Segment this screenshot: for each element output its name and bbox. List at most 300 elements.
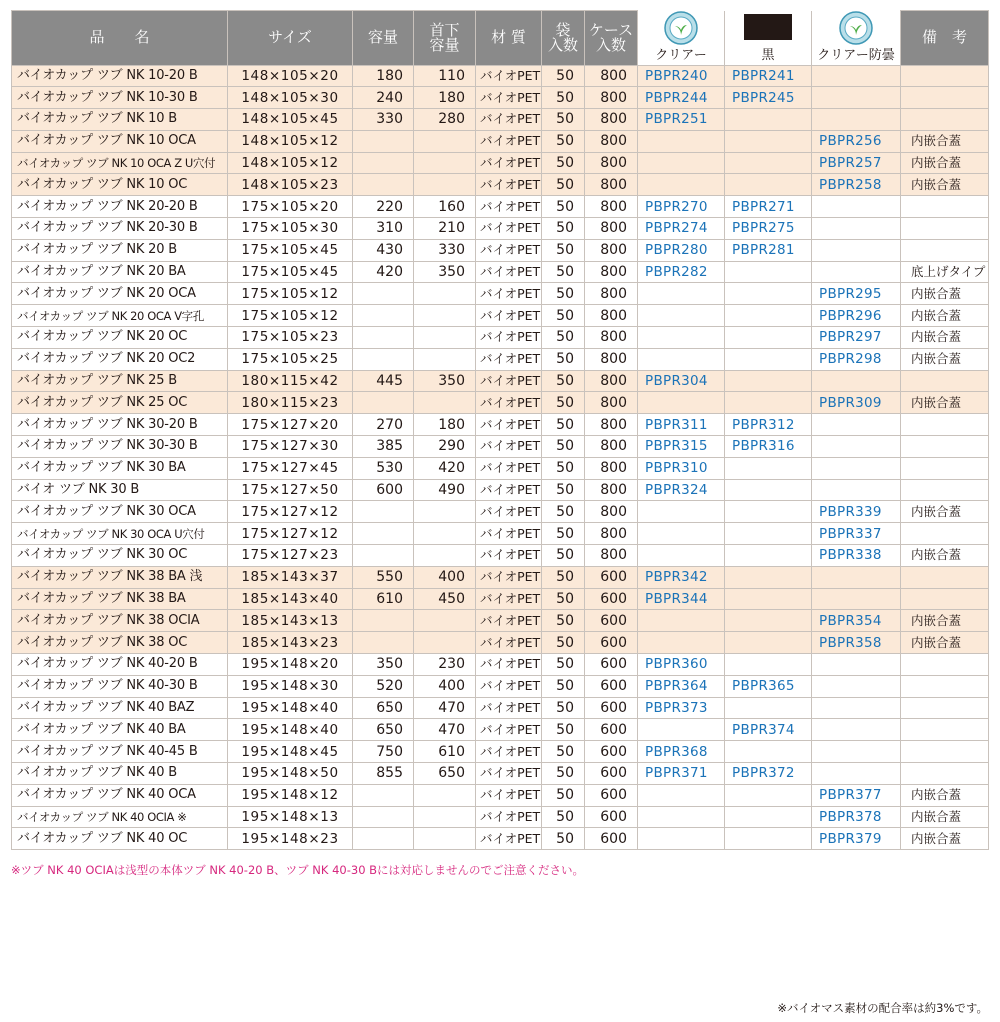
cell-code-black: [725, 741, 812, 763]
cell-remarks: 内嵌合蓋: [901, 392, 989, 414]
cell-case-count: 800: [585, 392, 638, 414]
table-row: [12, 523, 989, 545]
cell-remarks: [901, 654, 989, 676]
cell-capacity: 530: [353, 457, 414, 479]
header-name: 品 名: [12, 11, 228, 66]
table-row: [12, 588, 989, 610]
cell-remarks: [901, 196, 989, 218]
table-row: [12, 130, 989, 152]
cell-capacity: 520: [353, 675, 414, 697]
table-row: [12, 784, 989, 806]
cell-code-clear: PBPR270: [638, 196, 725, 218]
cell-code-clear: [638, 152, 725, 174]
cell-material: バイオPET: [476, 327, 542, 349]
cell-material: バイオPET: [476, 523, 542, 545]
cell-code-antifog: [812, 457, 901, 479]
cell-case-count: 600: [585, 828, 638, 850]
cell-capacity: [353, 610, 414, 632]
cell-name: バイオカップ ツブ NK 40 OCIA ※: [12, 806, 228, 828]
cell-case-count: 800: [585, 261, 638, 283]
cell-bag-count: 50: [542, 87, 585, 109]
cell-capacity: 610: [353, 588, 414, 610]
cell-case-count: 800: [585, 152, 638, 174]
cell-case-count: 800: [585, 174, 638, 196]
cell-code-antifog: [812, 763, 901, 785]
table-row: [12, 675, 989, 697]
cell-case-count: 800: [585, 109, 638, 131]
cell-neck-capacity: 490: [414, 479, 476, 501]
cell-name: バイオカップ ツブ NK 10 B: [12, 109, 228, 131]
cell-bag-count: 50: [542, 763, 585, 785]
cell-code-clear: PBPR311: [638, 414, 725, 436]
cell-remarks: [901, 523, 989, 545]
cell-size: 175×105×12: [228, 305, 353, 327]
table-row: [12, 392, 989, 414]
cell-capacity: 600: [353, 479, 414, 501]
cell-material: バイオPET: [476, 305, 542, 327]
cell-name: バイオカップ ツブ NK 20 B: [12, 239, 228, 261]
cell-capacity: 310: [353, 218, 414, 240]
cell-remarks: 底上げタイプ: [901, 261, 989, 283]
cell-code-antifog: [812, 109, 901, 131]
cell-remarks: 内嵌合蓋: [901, 174, 989, 196]
cell-code-black: [725, 261, 812, 283]
cell-size: 175×127×12: [228, 523, 353, 545]
cell-case-count: 600: [585, 566, 638, 588]
cell-code-black: [725, 327, 812, 349]
cell-material: バイオPET: [476, 109, 542, 131]
cell-capacity: [353, 784, 414, 806]
cell-code-antifog: [812, 566, 901, 588]
cell-bag-count: 50: [542, 675, 585, 697]
table-row: [12, 239, 989, 261]
cell-remarks: 内嵌合蓋: [901, 784, 989, 806]
cell-material: バイオPET: [476, 130, 542, 152]
cell-size: 185×143×37: [228, 566, 353, 588]
header-black-label: 黒: [761, 47, 775, 63]
cell-name: バイオカップ ツブ NK 40-20 B: [12, 654, 228, 676]
cell-name: バイオカップ ツブ NK 40 BAZ: [12, 697, 228, 719]
cell-code-black: PBPR281: [725, 239, 812, 261]
cell-capacity: [353, 392, 414, 414]
cell-material: バイオPET: [476, 566, 542, 588]
cell-code-clear: [638, 523, 725, 545]
cell-material: バイオPET: [476, 806, 542, 828]
cell-code-antifog: PBPR296: [812, 305, 901, 327]
cell-code-clear: [638, 327, 725, 349]
cell-bag-count: 50: [542, 174, 585, 196]
cell-code-black: [725, 457, 812, 479]
cell-size: 195×148×20: [228, 654, 353, 676]
header-case-line1: ケース: [588, 20, 634, 39]
cell-material: バイオPET: [476, 152, 542, 174]
cell-material: バイオPET: [476, 261, 542, 283]
cell-bag-count: 50: [542, 436, 585, 458]
cell-size: 185×143×40: [228, 588, 353, 610]
cell-size: 148×105×12: [228, 152, 353, 174]
cell-material: バイオPET: [476, 479, 542, 501]
cell-code-black: PBPR241: [725, 65, 812, 87]
cell-capacity: 385: [353, 436, 414, 458]
cell-size: 175×105×45: [228, 239, 353, 261]
cell-code-antifog: PBPR358: [812, 632, 901, 654]
cell-name: バイオカップ ツブ NK 40-30 B: [12, 675, 228, 697]
cell-capacity: 445: [353, 370, 414, 392]
cell-size: 195×148×30: [228, 675, 353, 697]
cell-remarks: [901, 109, 989, 131]
cell-bag-count: 50: [542, 327, 585, 349]
cell-bag-count: 50: [542, 348, 585, 370]
cell-remarks: [901, 414, 989, 436]
cell-code-clear: PBPR315: [638, 436, 725, 458]
cell-size: 175×127×45: [228, 457, 353, 479]
cell-code-antifog: [812, 588, 901, 610]
cell-material: バイオPET: [476, 675, 542, 697]
cell-name: バイオカップ ツブ NK 25 OC: [12, 392, 228, 414]
cell-case-count: 800: [585, 283, 638, 305]
cell-bag-count: 50: [542, 239, 585, 261]
cell-neck-capacity: [414, 523, 476, 545]
cell-bag-count: 50: [542, 261, 585, 283]
cell-capacity: [353, 632, 414, 654]
cell-code-black: [725, 283, 812, 305]
cell-case-count: 800: [585, 305, 638, 327]
cell-code-clear: [638, 130, 725, 152]
cell-bag-count: 50: [542, 283, 585, 305]
cell-size: 195×148×45: [228, 741, 353, 763]
cell-code-antifog: [812, 218, 901, 240]
cell-remarks: 内嵌合蓋: [901, 305, 989, 327]
cell-code-clear: PBPR274: [638, 218, 725, 240]
cell-code-antifog: PBPR257: [812, 152, 901, 174]
cell-code-clear: PBPR368: [638, 741, 725, 763]
cell-name: バイオカップ ツブ NK 10-20 B: [12, 65, 228, 87]
cell-bag-count: 50: [542, 218, 585, 240]
cell-code-clear: PBPR364: [638, 675, 725, 697]
cell-remarks: 内嵌合蓋: [901, 828, 989, 850]
header-capacity: 容量: [353, 11, 414, 66]
cell-code-antifog: [812, 87, 901, 109]
cell-size: 175×127×30: [228, 436, 353, 458]
cell-capacity: [353, 152, 414, 174]
cell-code-clear: [638, 501, 725, 523]
cell-capacity: 650: [353, 697, 414, 719]
cell-bag-count: 50: [542, 501, 585, 523]
cell-material: バイオPET: [476, 654, 542, 676]
cell-code-black: [725, 654, 812, 676]
cell-code-black: [725, 806, 812, 828]
cell-code-black: [725, 109, 812, 131]
cell-size: 148×105×30: [228, 87, 353, 109]
cell-code-antifog: [812, 414, 901, 436]
cell-code-clear: PBPR342: [638, 566, 725, 588]
cell-neck-capacity: [414, 392, 476, 414]
cell-bag-count: 50: [542, 610, 585, 632]
cell-material: バイオPET: [476, 763, 542, 785]
cell-capacity: 750: [353, 741, 414, 763]
cell-code-antifog: PBPR377: [812, 784, 901, 806]
cell-remarks: 内嵌合蓋: [901, 152, 989, 174]
header-size: サイズ: [228, 11, 353, 66]
cell-code-antifog: [812, 436, 901, 458]
cell-size: 175×105×23: [228, 327, 353, 349]
cell-size: 185×143×13: [228, 610, 353, 632]
cell-capacity: 430: [353, 239, 414, 261]
cell-bag-count: 50: [542, 719, 585, 741]
cell-case-count: 600: [585, 784, 638, 806]
cell-code-black: PBPR271: [725, 196, 812, 218]
cell-code-antifog: PBPR297: [812, 327, 901, 349]
cell-size: 175×105×25: [228, 348, 353, 370]
cell-material: バイオPET: [476, 719, 542, 741]
cell-code-clear: [638, 719, 725, 741]
cell-name: バイオカップ ツブ NK 20 OCA V字孔: [12, 305, 228, 327]
cell-remarks: [901, 457, 989, 479]
cell-code-black: PBPR365: [725, 675, 812, 697]
table-row: [12, 196, 989, 218]
cell-size: 175×127×12: [228, 501, 353, 523]
cell-code-clear: PBPR373: [638, 697, 725, 719]
cell-size: 195×148×13: [228, 806, 353, 828]
cell-capacity: 330: [353, 109, 414, 131]
cell-name: バイオカップ ツブ NK 20 OC2: [12, 348, 228, 370]
cell-code-antifog: PBPR337: [812, 523, 901, 545]
header-material: 材 質: [476, 11, 542, 66]
cell-name: バイオカップ ツブ NK 20 BA: [12, 261, 228, 283]
cell-bag-count: 50: [542, 392, 585, 414]
header-clear-label: クリアー: [655, 47, 707, 63]
cell-capacity: [353, 545, 414, 567]
header-neck-capacity: [414, 11, 476, 66]
cell-name: バイオカップ ツブ NK 38 OCIA: [12, 610, 228, 632]
cell-remarks: 内嵌合蓋: [901, 545, 989, 567]
table-header-row: [12, 11, 989, 66]
cell-case-count: 800: [585, 436, 638, 458]
cell-code-clear: [638, 305, 725, 327]
cell-remarks: 内嵌合蓋: [901, 283, 989, 305]
cell-code-black: [725, 392, 812, 414]
black-color-swatch: [744, 14, 792, 40]
cell-neck-capacity: 330: [414, 239, 476, 261]
cell-capacity: [353, 305, 414, 327]
cell-case-count: 600: [585, 610, 638, 632]
cell-material: バイオPET: [476, 610, 542, 632]
cell-code-antifog: PBPR298: [812, 348, 901, 370]
cell-name: バイオカップ ツブ NK 20 OC: [12, 327, 228, 349]
cell-code-antifog: [812, 196, 901, 218]
cell-bag-count: 50: [542, 523, 585, 545]
table-row: [12, 87, 989, 109]
cell-bag-count: 50: [542, 305, 585, 327]
cell-neck-capacity: 180: [414, 87, 476, 109]
cell-size: 175×127×20: [228, 414, 353, 436]
cell-capacity: [353, 283, 414, 305]
cell-material: バイオPET: [476, 370, 542, 392]
cell-neck-capacity: 400: [414, 566, 476, 588]
cell-bag-count: 50: [542, 545, 585, 567]
cell-remarks: [901, 218, 989, 240]
cell-bag-count: 50: [542, 806, 585, 828]
cell-name: バイオ ツブ NK 30 B: [12, 479, 228, 501]
cell-code-clear: PBPR371: [638, 763, 725, 785]
header-bag-line1: 袋: [555, 20, 571, 39]
cell-bag-count: 50: [542, 654, 585, 676]
table-row: [12, 109, 989, 131]
table-row: [12, 828, 989, 850]
cell-case-count: 800: [585, 218, 638, 240]
cell-bag-count: 50: [542, 109, 585, 131]
cell-capacity: [353, 348, 414, 370]
cell-bag-count: 50: [542, 632, 585, 654]
cell-name: バイオカップ ツブ NK 30-30 B: [12, 436, 228, 458]
cell-code-black: [725, 566, 812, 588]
cell-code-black: PBPR372: [725, 763, 812, 785]
cell-remarks: 内嵌合蓋: [901, 501, 989, 523]
cell-code-black: [725, 697, 812, 719]
cell-case-count: 800: [585, 545, 638, 567]
cell-size: 175×127×50: [228, 479, 353, 501]
table-row: [12, 763, 989, 785]
cell-capacity: [353, 501, 414, 523]
cell-remarks: [901, 763, 989, 785]
cell-capacity: 550: [353, 566, 414, 588]
cell-case-count: 800: [585, 196, 638, 218]
table-row: [12, 806, 989, 828]
cell-neck-capacity: 280: [414, 109, 476, 131]
cell-case-count: 600: [585, 654, 638, 676]
cell-remarks: [901, 239, 989, 261]
cell-case-count: 800: [585, 523, 638, 545]
cell-remarks: 内嵌合蓋: [901, 632, 989, 654]
cell-remarks: [901, 370, 989, 392]
cell-code-black: [725, 348, 812, 370]
cell-neck-capacity: 650: [414, 763, 476, 785]
cell-size: 148×105×45: [228, 109, 353, 131]
cell-code-black: [725, 588, 812, 610]
cell-size: 195×148×40: [228, 697, 353, 719]
cell-neck-capacity: 400: [414, 675, 476, 697]
cell-material: バイオPET: [476, 436, 542, 458]
table-row: [12, 261, 989, 283]
cell-name: バイオカップ ツブ NK 30 OC: [12, 545, 228, 567]
product-table: [11, 10, 989, 850]
cell-size: 180×115×23: [228, 392, 353, 414]
table-row: [12, 632, 989, 654]
cell-code-black: [725, 501, 812, 523]
cell-code-black: [725, 784, 812, 806]
cell-code-antifog: [812, 261, 901, 283]
cell-code-antifog: PBPR256: [812, 130, 901, 152]
footnote: ※ツブ NK 40 OCIAは浅型の本体ツブ NK 40-20 B、ツブ NK 40-30 Bには対応しませんのでご注意ください。: [11, 863, 585, 877]
biomass-note: ※バイオマス素材の配合率は約3%です。: [777, 1001, 988, 1015]
table-row: [12, 719, 989, 741]
cell-neck-capacity: [414, 283, 476, 305]
cell-name: バイオカップ ツブ NK 40 OC: [12, 828, 228, 850]
cell-remarks: [901, 588, 989, 610]
table-row: [12, 741, 989, 763]
cell-code-clear: PBPR244: [638, 87, 725, 109]
cell-case-count: 600: [585, 588, 638, 610]
cell-code-black: PBPR275: [725, 218, 812, 240]
cell-name: バイオカップ ツブ NK 20-30 B: [12, 218, 228, 240]
cell-material: バイオPET: [476, 87, 542, 109]
cell-neck-capacity: [414, 632, 476, 654]
cell-material: バイオPET: [476, 239, 542, 261]
cell-bag-count: 50: [542, 152, 585, 174]
cell-code-antifog: [812, 675, 901, 697]
cell-name: バイオカップ ツブ NK 10-30 B: [12, 87, 228, 109]
table-row: [12, 566, 989, 588]
cell-code-black: [725, 174, 812, 196]
cell-neck-capacity: 230: [414, 654, 476, 676]
cell-remarks: [901, 697, 989, 719]
cell-neck-capacity: 180: [414, 414, 476, 436]
cell-remarks: [901, 436, 989, 458]
cell-code-clear: PBPR282: [638, 261, 725, 283]
cell-name: バイオカップ ツブ NK 20 OCA: [12, 283, 228, 305]
cell-name: バイオカップ ツブ NK 25 B: [12, 370, 228, 392]
cell-material: バイオPET: [476, 501, 542, 523]
cell-case-count: 800: [585, 239, 638, 261]
table-row: [12, 305, 989, 327]
cell-size: 195×148×50: [228, 763, 353, 785]
cell-code-antifog: PBPR295: [812, 283, 901, 305]
cell-code-black: [725, 479, 812, 501]
cell-capacity: 240: [353, 87, 414, 109]
cell-code-clear: [638, 348, 725, 370]
table-row: [12, 327, 989, 349]
cell-code-antifog: PBPR378: [812, 806, 901, 828]
cell-case-count: 800: [585, 130, 638, 152]
cell-material: バイオPET: [476, 283, 542, 305]
cell-neck-capacity: [414, 174, 476, 196]
cell-material: バイオPET: [476, 545, 542, 567]
cell-neck-capacity: [414, 130, 476, 152]
cell-name: バイオカップ ツブ NK 40 BA: [12, 719, 228, 741]
cell-neck-capacity: [414, 610, 476, 632]
cell-name: バイオカップ ツブ NK 10 OC: [12, 174, 228, 196]
cell-code-antifog: PBPR258: [812, 174, 901, 196]
cell-name: バイオカップ ツブ NK 40 B: [12, 763, 228, 785]
cell-case-count: 800: [585, 87, 638, 109]
table-row: [12, 348, 989, 370]
cell-code-black: [725, 130, 812, 152]
cell-name: バイオカップ ツブ NK 38 OC: [12, 632, 228, 654]
cell-neck-capacity: [414, 828, 476, 850]
biomass-mark-icon: [839, 11, 873, 45]
cell-code-clear: [638, 828, 725, 850]
cell-neck-capacity: 160: [414, 196, 476, 218]
cell-neck-capacity: [414, 348, 476, 370]
cell-code-clear: [638, 283, 725, 305]
cell-bag-count: 50: [542, 566, 585, 588]
cell-remarks: [901, 675, 989, 697]
cell-neck-capacity: 110: [414, 65, 476, 87]
header-bag-line2: 入数: [547, 35, 578, 54]
cell-code-clear: [638, 632, 725, 654]
cell-code-antifog: PBPR339: [812, 501, 901, 523]
cell-remarks: 内嵌合蓋: [901, 348, 989, 370]
header-clear-antifog: [812, 11, 901, 66]
cell-code-clear: [638, 545, 725, 567]
cell-size: 195×148×23: [228, 828, 353, 850]
cell-code-black: [725, 828, 812, 850]
cell-code-antifog: PBPR379: [812, 828, 901, 850]
cell-bag-count: 50: [542, 697, 585, 719]
cell-size: 175×105×30: [228, 218, 353, 240]
cell-code-antifog: [812, 239, 901, 261]
cell-code-clear: [638, 806, 725, 828]
